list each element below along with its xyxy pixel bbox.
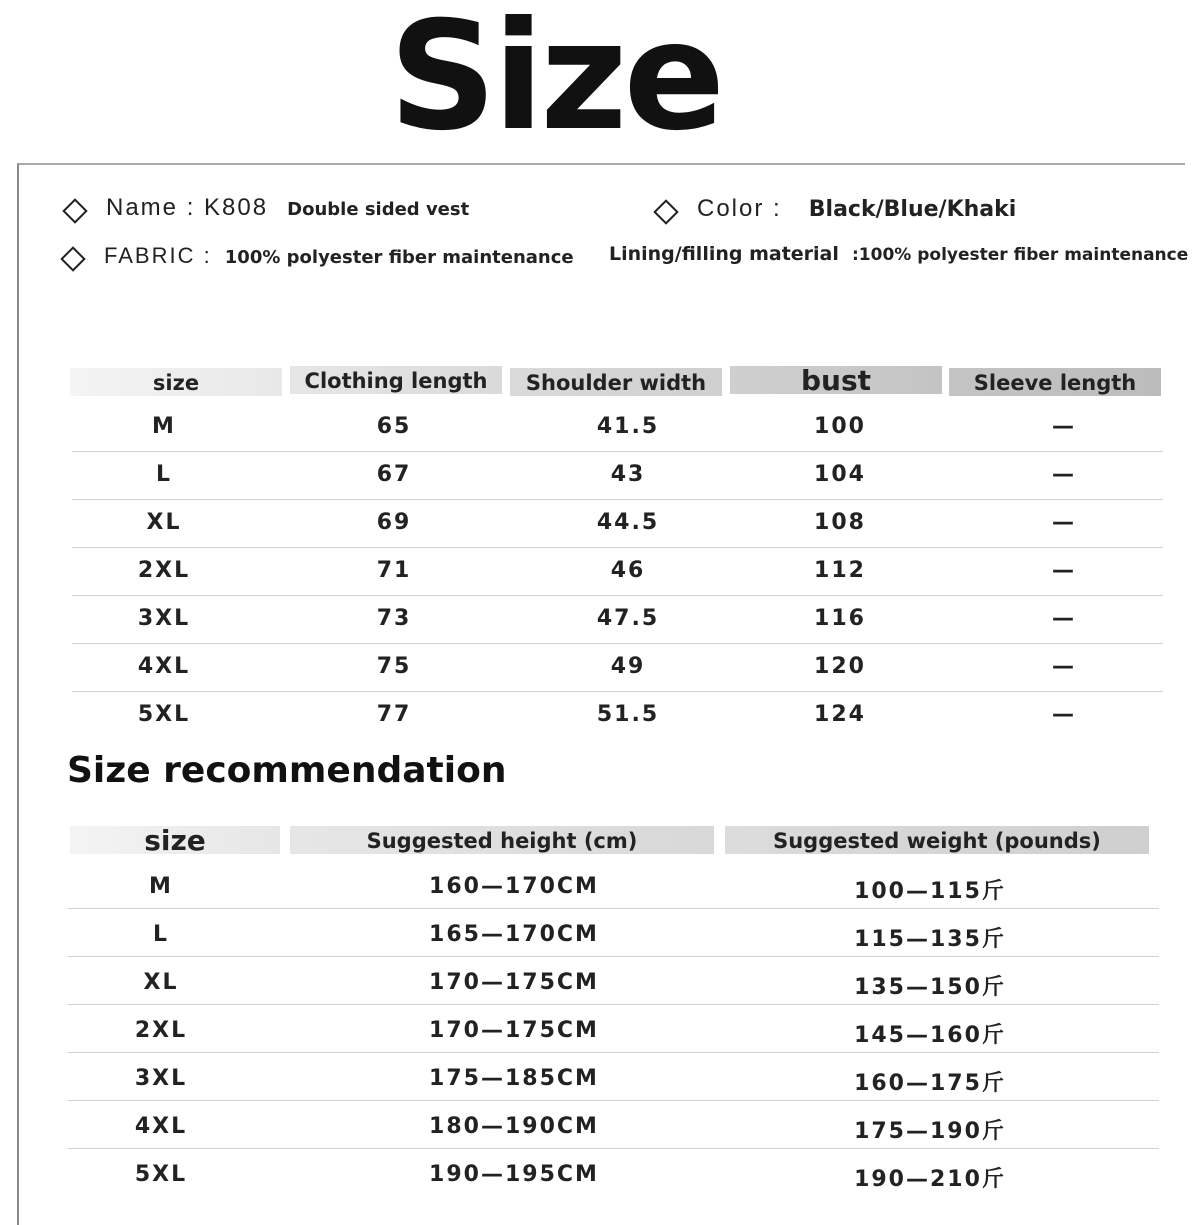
size-table-cell: 2XL (137, 558, 191, 583)
recommendation-cell: 175—190斤 (854, 1119, 1006, 1144)
lining-info (609, 243, 1188, 265)
recommendation-cell: L (152, 922, 170, 947)
recommendation-cell: 115—135斤 (854, 927, 1006, 952)
page-title: Size (388, 0, 722, 164)
name-value: Double sided vest (287, 199, 470, 220)
row-divider (72, 499, 1163, 500)
size-table-header-0: size (70, 368, 282, 396)
recommendation-cell: 190—210斤 (854, 1167, 1006, 1192)
lining-value: :100% polyester fiber maintenance (852, 245, 1189, 265)
size-table-cell: 77 (376, 702, 412, 727)
recommendation-cell: 2XL (134, 1018, 188, 1043)
recommendation-cell: 160—170CM (429, 874, 599, 899)
size-table-cell: — (1052, 510, 1076, 535)
recommendation-header-0: size (70, 826, 280, 854)
name-label: Name : K808 (106, 194, 269, 221)
recommendation-cell: 4XL (134, 1114, 188, 1139)
recommendation-header-2: Suggested weight (pounds) (725, 826, 1149, 854)
row-divider (72, 451, 1163, 452)
recommendation-cell: 160—175斤 (854, 1071, 1006, 1096)
size-table-cell: XL (146, 510, 182, 535)
size-table-cell: — (1052, 414, 1076, 439)
size-table-cell: 67 (376, 462, 412, 487)
size-table-cell: 100 (814, 414, 866, 439)
row-divider (72, 547, 1163, 548)
size-table-cell: — (1052, 606, 1076, 631)
recommendation-cell: 135—150斤 (854, 975, 1006, 1000)
row-divider (68, 1100, 1159, 1101)
size-table-cell: 104 (814, 462, 866, 487)
size-table-header-3: bust (730, 366, 942, 394)
recommendation-title: Size recommendation (67, 750, 507, 791)
recommendation-cell: 100—115斤 (854, 879, 1006, 904)
color-value: Black/Blue/Khaki (808, 197, 1017, 222)
size-table-cell: 71 (376, 558, 412, 583)
recommendation-cell: 145—160斤 (854, 1023, 1006, 1048)
recommendation-cell: 170—175CM (429, 1018, 599, 1043)
size-table-cell: 112 (814, 558, 866, 583)
size-table-cell: 3XL (137, 606, 191, 631)
recommendation-cell: 3XL (134, 1066, 188, 1091)
fabric-label: FABRIC : (104, 243, 212, 268)
row-divider (68, 956, 1159, 957)
size-table-cell: 47.5 (596, 606, 660, 631)
fabric-info (64, 243, 574, 269)
recommendation-cell: XL (143, 970, 179, 995)
size-table-cell: 65 (376, 414, 412, 439)
row-divider (72, 595, 1163, 596)
fabric-value: 100% polyester fiber maintenance (224, 247, 574, 268)
size-table-cell: 116 (814, 606, 866, 631)
row-divider (72, 691, 1163, 692)
size-table-cell: 4XL (137, 654, 191, 679)
size-table-cell: 43 (610, 462, 646, 487)
row-divider (68, 1052, 1159, 1053)
lining-label: Lining/filling material (609, 243, 839, 265)
size-table-cell: 49 (610, 654, 646, 679)
size-table-cell: 5XL (137, 702, 191, 727)
size-table-cell: 120 (814, 654, 866, 679)
row-divider (68, 1148, 1159, 1149)
size-table-cell: — (1052, 558, 1076, 583)
size-table-cell: — (1052, 702, 1076, 727)
size-table-cell: 41.5 (596, 414, 660, 439)
size-table-cell: — (1052, 462, 1076, 487)
size-table-header-4: Sleeve length (949, 368, 1161, 396)
size-table-cell: — (1052, 654, 1076, 679)
recommendation-cell: 170—175CM (429, 970, 599, 995)
color-label: Color : (697, 195, 782, 222)
size-table-cell: 44.5 (596, 510, 660, 535)
size-table-cell: 51.5 (596, 702, 660, 727)
size-table-cell: 46 (610, 558, 646, 583)
recommendation-cell: 5XL (134, 1162, 188, 1187)
size-table-cell: 124 (814, 702, 866, 727)
size-table-cell: 69 (376, 510, 412, 535)
diamond-icon (60, 246, 85, 271)
diamond-icon (653, 199, 678, 224)
size-table-header-2: Shoulder width (510, 368, 722, 396)
diamond-icon (62, 198, 87, 223)
recommendation-cell: 175—185CM (429, 1066, 599, 1091)
row-divider (68, 908, 1159, 909)
row-divider (68, 1004, 1159, 1005)
size-table-cell: L (155, 462, 173, 487)
size-table-cell: M (152, 414, 176, 439)
row-divider (72, 643, 1163, 644)
recommendation-cell: 190—195CM (429, 1162, 599, 1187)
color-info (657, 195, 1016, 223)
recommendation-cell: 165—170CM (429, 922, 599, 947)
recommendation-cell: 180—190CM (429, 1114, 599, 1139)
size-table-header-1: Clothing length (290, 366, 502, 394)
recommendation-cell: M (149, 874, 173, 899)
recommendation-header-1: Suggested height (cm) (290, 826, 714, 854)
name-info (66, 194, 469, 222)
size-table-cell: 75 (376, 654, 412, 679)
size-table-cell: 108 (814, 510, 866, 535)
size-table-cell: 73 (376, 606, 412, 631)
